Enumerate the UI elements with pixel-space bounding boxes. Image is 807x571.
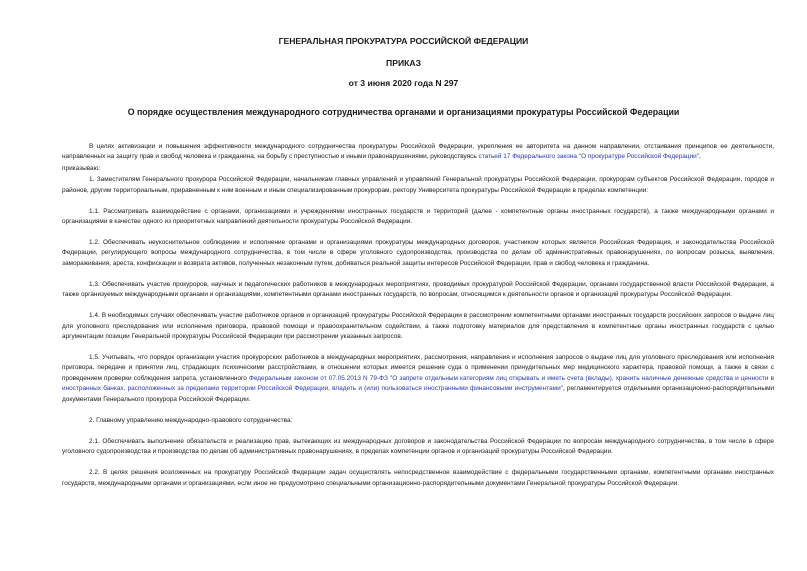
document-title: О порядке осуществления международного сотрудничества органами и организациями прокуратуры Российской Федерации bbox=[127, 107, 680, 117]
paragraph-1-2: 1.2. Обеспечивать неукоснительное соблюдение и исполнение органами и организациями прокуратуры международных договоров, участником которых является Российская Федерация, и законодательства Российской Федерации, регулирующего вопросы международного сотрудничества, в том числе в сфере уголовного судопроизводства, производства по делам об административных правонарушениях, по вопросам розыска, выявления, замораживания, ареста, конфискации и возврата активов, полученных незаконным путем, добиваться реальной защиты интересов Российской Федерации, прав и свобод человека и гражданина. bbox=[62, 239, 774, 267]
paragraph-1: 1. Заместителям Генерального прокурора Российской Федерации, начальникам главных управлений и управлений Генеральной прокуратуры Российской Федерации, прокурорам субъектов Российской Федерации, городов и районов, другим территориальным, приравненным к ним военным и иным специализированным прокурорам, ректору Университета прокуратуры Российской Федерации в пределах компетенции: bbox=[62, 176, 774, 194]
document-type: ПРИКАЗ bbox=[386, 58, 421, 68]
paragraph-1-5-text: 1.5. Учитывать, что порядок организации участия прокурорских работников в международных мероприятиях, рассмотрения, направления и исполнения запросов о выдаче лиц для уголовного преследования или исполнения приговора, передаче и принятии лиц, страдающих психическими расстройствами, в отношении которых имеется решение суда о применении принудительных мер медицинского характера, правовой помощи, а также в связи с проведением проверки соблюдения запрета, установленного bbox=[62, 354, 774, 382]
preamble-paragraph bbox=[62, 142, 774, 163]
organization-heading: ГЕНЕРАЛЬНАЯ ПРОКУРАТУРА РОССИЙСКОЙ ФЕДЕРАЦИИ bbox=[278, 36, 529, 46]
paragraph-1-4: 1.4. В необходимых случаях обеспечивать участие работников органов и организаций прокуратуры Российской Федерации в рассмотрении компетентными органами иностранных государств российских запросов о выдаче лиц для уголовного преследования или исполнения приговора, правовой помощи и правоохранительном содействии, а также подготовку материалов для представления в компетентные органы иностранных государств с целью аргументации позиции Генеральной прокуратуры Российской Федерации при рассмотрении указанных запросов. bbox=[62, 312, 774, 341]
paragraph-2-2: 2.2. В целях решения возложенных на прокуратуру Российской Федерации задач осуществлять непосредственное взаимодействие с федеральными государственными органами, компетентными органами иностранных государств, международными органами и организациями, если иное не предусмотрено специальными организационно-распорядительными документами Генеральной прокуратуры Российской Федерации. bbox=[62, 469, 774, 487]
paragraph-1-5 bbox=[62, 353, 774, 405]
paragraph-1-1: 1.1. Рассматривать взаимодействие с органами, организациями и учреждениями иностранных государств и территорий (далее - компетентные органы иностранных государств), а также международными органами и организациями в качестве одного из приоритетных направлений деятельности прокуратуры Российской Федерации. bbox=[62, 207, 774, 226]
paragraph-2-1: 2.1. Обеспечивать выполнение обязательств и реализацию прав, вытекающих из международных договоров и законодательства Российской Федерации по вопросам международного сотрудничества, в том числе в сфере уголовного судопроизводства и производства по делам об административных правонарушениях, в пределах компетенции органов и организаций прокуратуры Российской Федерации. bbox=[62, 437, 774, 456]
law-article-17-link[interactable]: статьей 17 Федерального закона "О прокуратуре Российской Федерации" bbox=[478, 153, 699, 161]
preamble-text: В целях активизации и повышения эффективности международного сотрудничества прокуратуры Российской Федерации, укрепления ее авторитета на данном направлении, отстаивания принципов ее деятельности, направленных на защиту прав и свобод человека и гражданина, на борьбу с преступностью и иными правонарушениями, руководствуясь bbox=[62, 143, 774, 161]
federal-law-79-fz-link[interactable]: Федеральным законом от 07.05.2013 N 79-ФЗ "О запрете отдельным категориям лиц открывать и иметь счета (вклады), хранить наличные денежные средства и ценности в иностранных банках, расположенных за пределами территории Российской Федерации, владеть и (или) пользоваться иностранными финансовыми инструментами" bbox=[62, 374, 774, 393]
paragraph-1-3: 1.3. Обеспечивать участие прокуроров, научных и педагогических работников в международных мероприятиях, проводимых прокуратурой Российской Федерации, органами государственной власти Российской Федерации, а также организуемых международными органами и организациями, компетентными органами иностранных государств, по вопросам, относящимся к деятельности органов и организаций прокуратуры Российской Федерации. bbox=[62, 280, 774, 299]
document-body bbox=[62, 142, 774, 489]
document-date-number: от 3 июня 2020 года N 297 bbox=[348, 78, 459, 88]
preamble-end: , bbox=[698, 153, 701, 161]
order-word: приказываю: bbox=[62, 164, 101, 172]
paragraph-1-5-end: , регламентируется отдельными организационно-распорядительными документами Генерального прокурора Российской Федерации. bbox=[62, 385, 774, 403]
paragraph-2: 2. Главному управлению международно-правового сотрудничества: bbox=[89, 416, 293, 424]
